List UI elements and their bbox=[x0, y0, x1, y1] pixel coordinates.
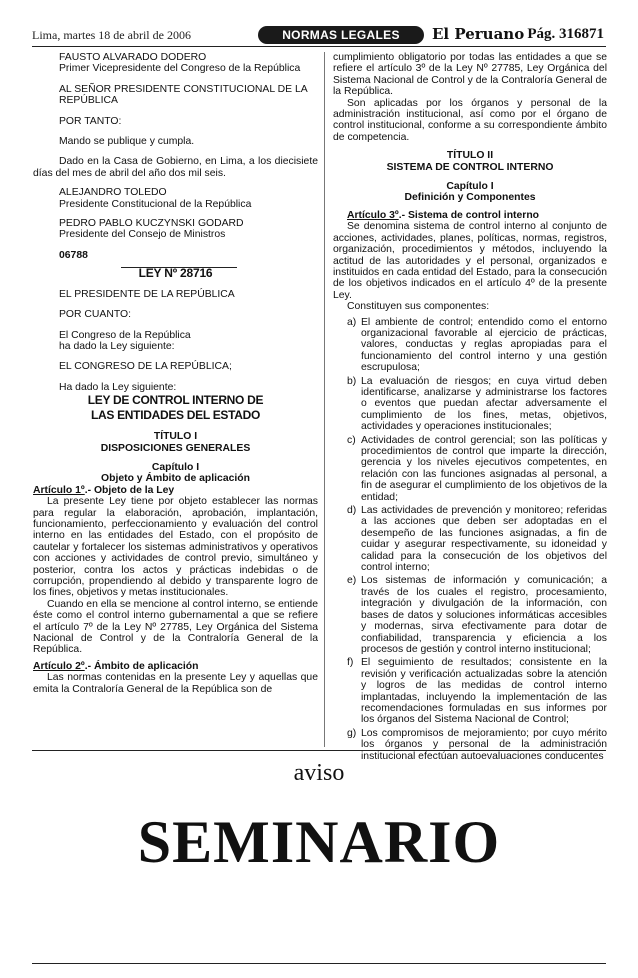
article-number: Artículo 3º bbox=[347, 209, 399, 221]
congreso-caps: EL CONGRESO DE LA REPÚBLICA; bbox=[59, 361, 232, 373]
article-paragraph: Son aplicadas por los órganos y personal de la administración institucional, así como por el órgano de control institucional, conforme a su correspondiente ámbito de competencia. bbox=[333, 97, 607, 143]
signature-role: Primer Vicepresidente del Congreso de la República bbox=[59, 63, 301, 75]
list-item-marker: b) bbox=[347, 375, 357, 387]
article-paragraph: cumplimiento obligatorio por todas las entidades a que se refiere el artículo 3º de la Ley Nº 27785, Ley Orgánica del Sistema Nacional de Control y de la Contraloría General de la República. bbox=[333, 52, 607, 98]
dado-text: Dado en la Casa de Gobierno, en Lima, a los diecisiete días del mes de abril del año dos mil seis. bbox=[33, 156, 318, 179]
capitulo-label: Capítulo I bbox=[151, 461, 200, 473]
article-paragraph: Se denomina sistema de control interno al conjunto de acciones, actividades, planes, políticas, normas, registros, organización, procedimientos y métodos, incluyendo la actitud de las autoridades y el personal, organizados e instituidos en cada entidad del Estado, para la consecución de los objetivos indicados en el artículo 4º de la presente Ley. bbox=[333, 221, 607, 301]
list-item-marker: f) bbox=[347, 657, 354, 669]
list-item-text: Las actividades de prevención y monitoreo; referidas a las acciones que deben ser adoptadas en el desempeño de las funciones asignadas, a fin de cuidar y asegurar respectivamente, su idoneidad y calidad para la consecución de los objetivos del control interno; bbox=[361, 505, 607, 574]
titulo-label: TÍTULO II bbox=[446, 150, 494, 162]
list-item bbox=[333, 505, 607, 573]
titulo-name: SISTEMA DE CONTROL INTERNO bbox=[386, 161, 554, 173]
article-paragraph: La presente Ley tiene por objeto establecer las normas para regular la elaboración, aprobación, implantación, funcionamiento, perfeccionamiento y evaluación del control interno en las entidades del Estado, con el propósito de cautelar y fortalecer los sistemas administrativos y operativos con acciones y actividades de control previo, simultáneo y posterior, contra los actos y prácticas indebidas o de corrupción, propendiendo al debido y transparente logro de los fines, objetivos y metas institucionales. bbox=[33, 496, 318, 599]
components-list bbox=[333, 317, 607, 762]
list-item-text: El seguimiento de resultados; consistente en la revisión y verificación actualizadas sobre la atención y logros de las medidas de control interno implantadas, incluyendo la implementación de las recomendaciones formuladas en sus informes por los órganos del Sistema Nacional de Control; bbox=[361, 657, 607, 726]
president-line: EL PRESIDENTE DE LA REPÚBLICA bbox=[59, 288, 235, 300]
list-item-marker: a) bbox=[347, 316, 357, 328]
ad-label: aviso bbox=[293, 760, 345, 786]
article-heading bbox=[33, 485, 318, 496]
document-title bbox=[33, 393, 318, 423]
page-header bbox=[32, 25, 606, 47]
article-paragraph: Cuando en ella se mencione al control interno, se entiende éste como el control interno gubernamental a que se refiere el artículo 7º de la Ley Nº 27785, Ley Orgánica del Sistema Nacional de Control y de la Contraloría General de la República. bbox=[33, 598, 318, 656]
list-item-text: La evaluación de riesgos; en cuya virtud deben identificarse, analizarse y administrarse los factores o eventos que puedan afectar adversamente el cumplimiento de los fines, metas, objetivos, actividades y operaciones institucionales; bbox=[361, 375, 607, 433]
mando-text: Mando se publique y cumpla. bbox=[59, 136, 195, 148]
header-rule bbox=[32, 46, 606, 47]
ad-title: SEMINARIO bbox=[137, 809, 501, 875]
list-item-marker: d) bbox=[347, 505, 357, 517]
list-item-marker: g) bbox=[347, 727, 357, 739]
newspaper-logo: El Peruano bbox=[432, 25, 525, 43]
section-rule bbox=[32, 750, 606, 751]
article-title: .- Ámbito de aplicación bbox=[84, 660, 199, 672]
congreso-line: ha dado la Ley siguiente: bbox=[59, 340, 175, 352]
addressee: AL SEÑOR PRESIDENTE CONSTITUCIONAL DE LA REPÚBLICA bbox=[59, 83, 308, 107]
article-paragraph: Las normas contenidas en la presente Ley y aquellas que emita la Contraloría General de la República son de bbox=[33, 672, 318, 695]
list-item bbox=[333, 728, 607, 762]
document-number: 06788 bbox=[59, 249, 88, 261]
list-item-text: Los sistemas de información y comunicación; a través de los cuales el registro, procesamiento, integración y divulgación de la información, con bases de datos y soluciones informáticas accesibles y modernas, sirva efectivamente para dotar de confiabilidad, transparencia y eficiencia a los procesos de gestión y control interno institucional; bbox=[361, 575, 607, 655]
law-title: LEY Nº 28716 bbox=[138, 266, 213, 281]
left-column bbox=[33, 52, 318, 695]
list-item-text: Los compromisos de mejoramiento; por cuyo mérito los órganos y personal de la administración institucional efectúan autoevaluaciones conducentes bbox=[361, 727, 607, 762]
footer-rule bbox=[32, 963, 606, 964]
document-title-line2: LAS ENTIDADES DEL ESTADO bbox=[90, 408, 261, 423]
por-cuanto: POR CUANTO: bbox=[59, 309, 131, 321]
signature-name: FAUSTO ALVARADO DODERO bbox=[59, 52, 207, 63]
titulo-name: DISPOSICIONES GENERALES bbox=[100, 442, 251, 454]
column-divider bbox=[324, 52, 325, 747]
por-tanto: POR TANTO: bbox=[59, 115, 122, 127]
signature-name: PEDRO PABLO KUCZYNSKI GODARD bbox=[59, 218, 244, 230]
list-item bbox=[333, 376, 607, 433]
list-item bbox=[333, 657, 607, 725]
list-item-marker: c) bbox=[347, 434, 356, 446]
article-title: .- Objeto de la Ley bbox=[84, 484, 175, 496]
capitulo-name: Objeto y Ámbito de aplicación bbox=[101, 473, 250, 485]
ha-dado: Ha dado la Ley siguiente: bbox=[59, 381, 177, 393]
capitulo-name: Definición y Componentes bbox=[404, 192, 536, 204]
list-item bbox=[333, 317, 607, 374]
page-number: Pág. 316871 bbox=[527, 26, 604, 42]
list-item bbox=[333, 435, 607, 503]
document-title-line1: LEY DE CONTROL INTERNO DE bbox=[87, 393, 264, 408]
section-badge: NORMAS LEGALES bbox=[258, 26, 424, 44]
header-date: Lima, martes 18 de abril de 2006 bbox=[32, 28, 191, 42]
article-number: Artículo 2º bbox=[33, 660, 85, 672]
list-item bbox=[333, 575, 607, 655]
list-item-text: El ambiente de control; entendido como el entorno organizacional favorable al ejercicio de prácticas, valores, conductas y reglas apropiadas para el funcionamiento del control interno y una gestión escrupulosa; bbox=[361, 316, 607, 374]
article-number: Artículo 1º bbox=[33, 484, 85, 496]
article-paragraph: Constituyen sus componentes: bbox=[347, 301, 490, 313]
capitulo-label: Capítulo I bbox=[446, 181, 494, 193]
article-heading bbox=[347, 210, 607, 221]
titulo-label: TÍTULO I bbox=[153, 431, 198, 443]
signature-role: Presidente Constitucional de la República bbox=[59, 198, 252, 210]
congreso-line: El Congreso de la República bbox=[59, 329, 191, 341]
article-title: .- Sistema de control interno bbox=[398, 209, 540, 221]
article-heading bbox=[33, 661, 318, 672]
list-item-text: Actividades de control gerencial; son las políticas y procedimientos de control que imparte la dirección, gerencia y los niveles ejecutivos competentes, en relación con las funciones asignadas al personal, a fin de asegurar el cumplimiento de los objetivos de la entidad; bbox=[361, 434, 607, 503]
right-column bbox=[333, 52, 607, 762]
list-item-marker: e) bbox=[347, 575, 357, 587]
signature-name: ALEJANDRO TOLEDO bbox=[59, 187, 167, 199]
signature-role: Presidente del Consejo de Ministros bbox=[59, 229, 226, 241]
